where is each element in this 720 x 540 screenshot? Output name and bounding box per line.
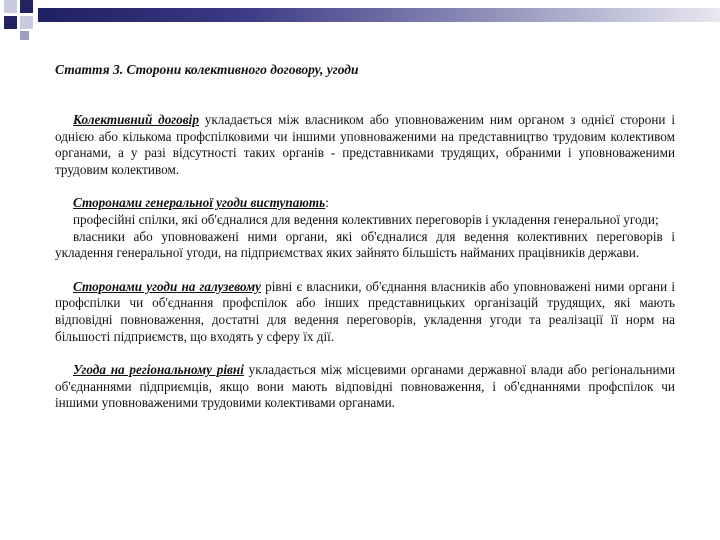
decorative-square xyxy=(20,0,33,13)
paragraph-text: рівні є власники, об'єднання власників або уповноважені ними органи і профспілки чи об'єднання профспілок або інших представницьких організацій трудящих, які мають відповідні повноваження, достатні для ведення переговорів, укладення угоди та реалізації її норм на більшості підприємств, що входять у сферу їх дії. xyxy=(55,278,676,344)
paragraph-text: укладається між власником або уповноваженим ним органом з однієї сторони і однією або кількома профспілковими чи іншими уповноваженими на представництво трудовим колективом органами, а у разі відсутності таких органів - представниками трудящих, обраними і уповноваженими трудовим колективом. xyxy=(55,112,675,177)
gradient-bar xyxy=(38,8,720,22)
list-item: професійні спілки, які об'єдналися для ведення колективних переговорів і укладення генеральної угоди; xyxy=(73,211,659,227)
lead-term: Колективний договір xyxy=(73,112,199,127)
paragraph-sectoral-agreement xyxy=(55,279,675,345)
paragraph-regional-agreement xyxy=(55,362,675,412)
decorative-square xyxy=(20,16,33,29)
paragraph-collective-agreement xyxy=(55,112,675,178)
decorative-square xyxy=(4,16,17,29)
heading-tail: : xyxy=(325,195,329,211)
decorative-square xyxy=(20,31,29,40)
lead-term: Угода на регіональному рівні xyxy=(73,362,244,378)
list-item: власники або уповноважені ними органи, які об'єдналися для ведення колективних переговорів і укладення генеральної угоди, на підприємствах яких зайнято більшість найманих працівників держави. xyxy=(55,228,675,261)
paragraph-general-agreement-heading xyxy=(55,195,675,212)
decorative-header xyxy=(0,0,720,40)
decorative-square xyxy=(4,0,17,13)
lead-term: Сторонами угоди на галузевому xyxy=(73,278,261,294)
lead-term: Сторонами генеральної угоди виступають xyxy=(73,195,326,211)
article-title: Стаття 3. Сторони колективного договору, угоди xyxy=(55,62,359,77)
article-body xyxy=(55,112,675,412)
paragraph-text: укладається між місцевими органами державної влади або регіональними об'єднаннями підприємців, якщо вони мають відповідні повноваження, і об'єднаннями профспілок чи іншими уповноваженими трудовими колективами органами. xyxy=(55,362,676,411)
